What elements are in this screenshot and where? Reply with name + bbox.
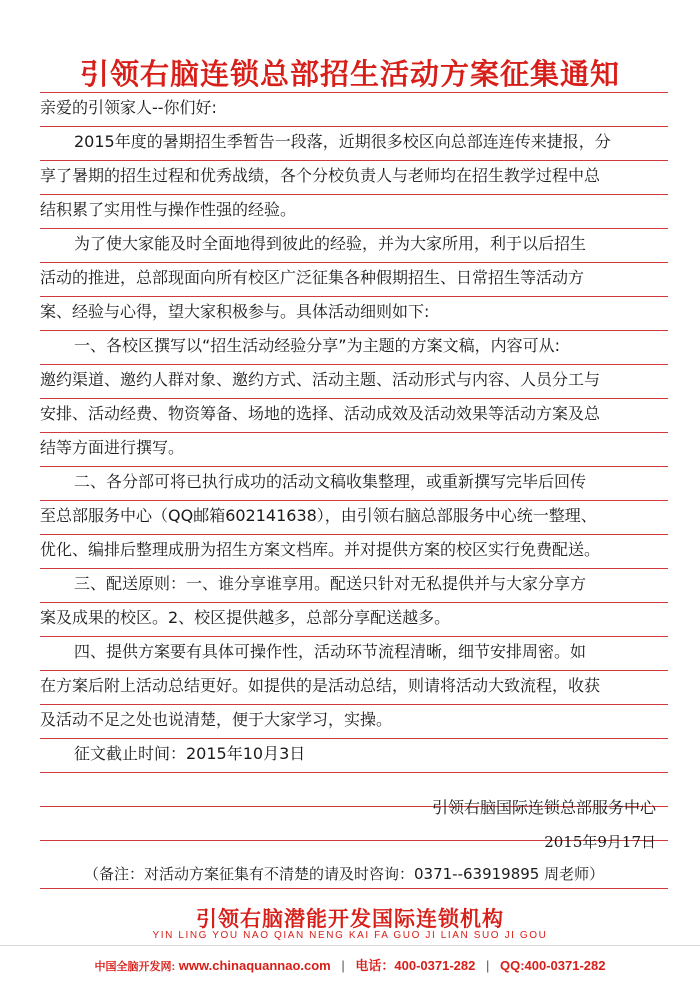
phone: 电话：400-0371-282 <box>355 958 476 973</box>
rule-item-line: 四、提供方案要有具体可操作性，活动环节流程清晰，细节安排周密。如 <box>74 642 587 661</box>
rule-item-line: 一、各校区撰写以“招生活动经验分享”为主题的方案文稿，内容可从: <box>74 336 560 355</box>
footer-contact <box>0 955 700 974</box>
letter-date: 2015年9月17日 <box>544 833 656 851</box>
rule-line <box>40 888 668 889</box>
paragraph-line: 案、经验与心得，望大家积极参与。具体活动细则如下: <box>40 302 430 321</box>
footer-org-name: 引领右脑潜能开发国际连锁机构 <box>196 907 504 931</box>
salutation: 亲爱的引领家人--你们好: <box>40 98 217 117</box>
paragraph-line: 为了使大家能及时全面地得到彼此的经验，并为大家所用，利于以后招生 <box>74 234 587 253</box>
paragraph-line: 结积累了实用性与操作性强的经验。 <box>40 200 297 219</box>
rule-item-line: 安排、活动经费、物资筹备、场地的选择、活动成效及活动效果等活动方案及总 <box>40 404 601 423</box>
rule-item-line: 邀约渠道、邀约人群对象、邀约方式、活动主题、活动形式与内容、人员分工与 <box>40 370 601 389</box>
separator: | <box>485 958 490 973</box>
rule-item-line: 在方案后附上活动总结更好。如提供的是活动总结，则请将活动大致流程，收获 <box>40 676 601 695</box>
rule-item-line: 案及成果的校区。2、校区提供越多，总部分享配送越多。 <box>40 608 451 627</box>
paragraph-line: 活动的推进，总部现面向所有校区广泛征集各种假期招生、日常招生等活动方 <box>40 268 585 287</box>
site-link[interactable]: www.chinaquannao.com <box>178 958 331 973</box>
signature: 引领右脑国际连锁总部服务中心 <box>431 798 656 817</box>
rule-item-line: 至总部服务中心（QQ邮箱602141638），由引领右脑总部服务中心统一整理、 <box>40 506 597 525</box>
paragraph-line: 2015年度的暑期招生季暂告一段落，近期很多校区向总部连连传来捷报，分 <box>74 132 611 151</box>
rule-line <box>40 772 668 773</box>
paragraph-line: 享了暑期的招生过程和优秀战绩，各个分校负责人与老师均在招生教学过程中总 <box>40 166 601 185</box>
rule-item-line: 二、各分部可将已执行成功的活动文稿收集整理，或重新撰写完毕后回传 <box>74 472 587 491</box>
rule-item-line: 结等方面进行撰写。 <box>40 438 185 457</box>
deadline: 征文截止时间：2015年10月3日 <box>74 744 306 763</box>
separator: | <box>341 958 345 973</box>
site-label: 中国全脑开发网: <box>94 961 176 973</box>
rule-item-line: 及活动不足之处也说清楚，便于大家学习，实操。 <box>40 710 393 729</box>
footer-pinyin: YIN LING YOU NAO QIAN NENG KAI FA GUO JI LIAN SUO JI GOU <box>152 930 548 941</box>
page-title: 引领右脑连锁总部招生活动方案征集通知 <box>79 57 620 91</box>
rule-item-line: 优化、编排后整理成册为招生方案文档库。并对提供方案的校区实行免费配送。 <box>40 540 601 559</box>
contact-note: （备注：对活动方案征集有不清楚的请及时咨询：0371--63919895 周老师） <box>84 865 605 883</box>
footer-divider <box>0 945 700 946</box>
qq: QQ:400-0371-282 <box>499 958 606 973</box>
rule-item-line: 三、配送原则：一、谁分享谁享用。配送只针对无私提供并与大家分享方 <box>74 574 587 593</box>
